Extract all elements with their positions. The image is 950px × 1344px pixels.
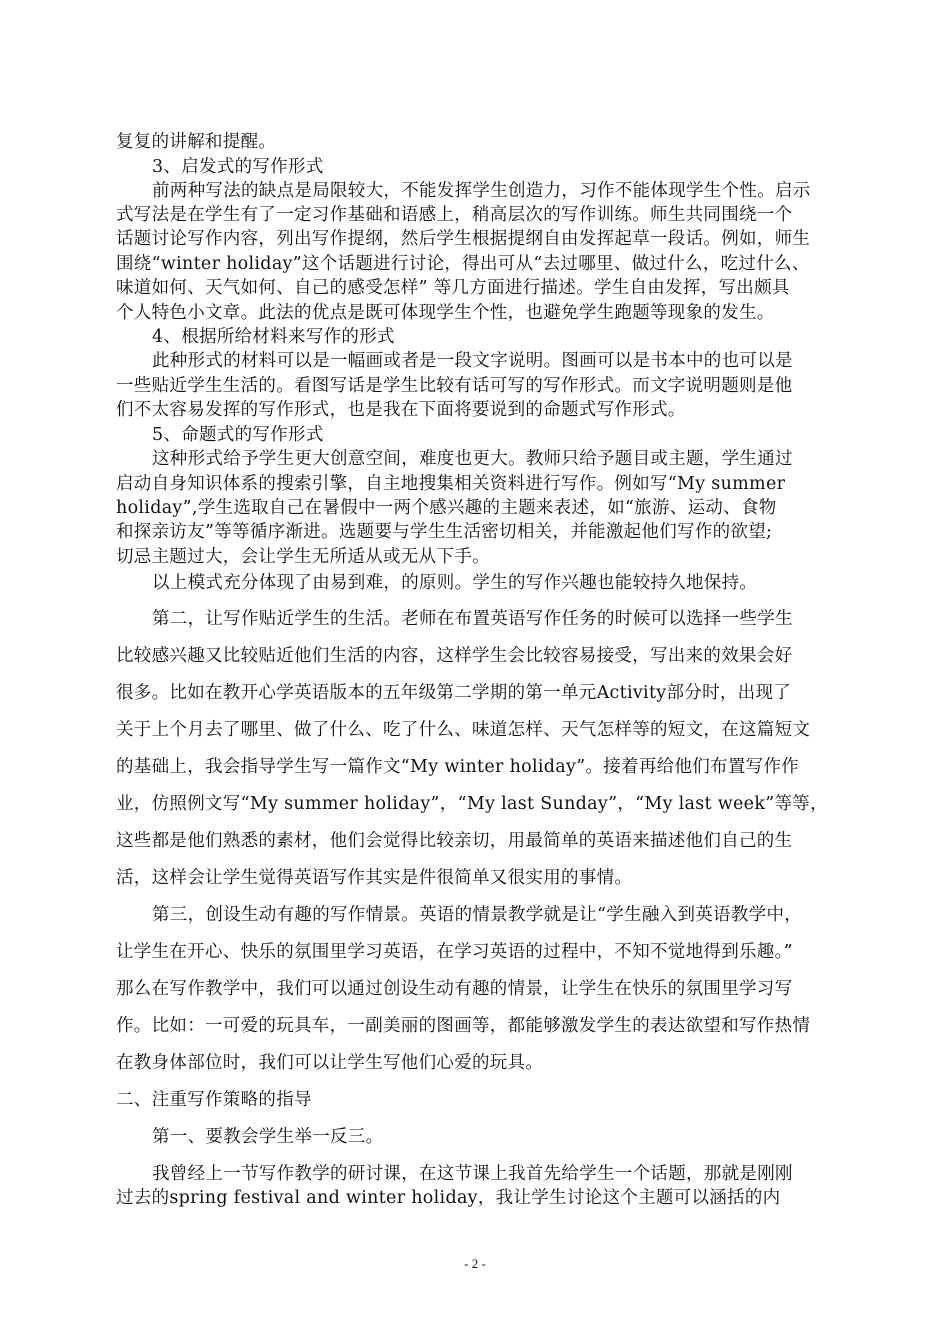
section-heading: 4、根据所给材料来写作的形式 [152, 327, 395, 347]
text-line: 味道如何、天气如何、自己的感受怎样” 等几方面进行描述。学生自由发挥，写出颇具 [116, 278, 790, 298]
text-line: 那么在写作教学中，我们可以通过创设生动有趣的情景，让学生在快乐的氛围里学习写 [116, 979, 793, 999]
section-heading: 5、命题式的写作形式 [152, 425, 324, 445]
text-line: 启动自身知识体系的搜索引擎，自主地搜集相关资料进行写作。例如写“My summer [116, 474, 786, 494]
text-line: 和探亲访友”等等循序渐进。选题要与学生生活密切相关，并能激起他们写作的欲望; [116, 522, 773, 542]
text-line: holiday”,学生选取自己在暑假中一两个感兴趣的主题来表述，如“旅游、运动、食物 [116, 498, 777, 518]
text-line: 活，这样会让学生觉得英语写作其实是件很简单又很实用的事情。 [116, 868, 633, 888]
text-line: 话题讨论写作内容，列出写作提纲，然后学生根据提纲自由发挥起草一段话。例如，师生 [116, 229, 811, 249]
section-heading: 3、启发式的写作形式 [152, 157, 324, 177]
text-line: 围绕“winter holiday”这个话题进行讨论，得出可从“去过哪里、做过什么，吃过什么、 [116, 254, 810, 274]
text-line: 很多。比如在教开心学英语版本的五年级第二学期的第一单元Activity部分时，出现了 [116, 683, 792, 703]
subsection-heading: 第一、要教会学生举一反三。 [152, 1127, 384, 1147]
text-line: 个人特色小文章。此法的优点是既可体现学生个性，也避免学生跑题等现象的发生。 [116, 303, 775, 323]
text-line: 关于上个月去了哪里、做了什么、吃了什么、味道怎样、天气怎样等的短文，在这篇短文 [116, 720, 811, 740]
text-line: 比较感兴趣又比较贴近他们生活的内容，这样学生会比较容易接受，写出来的效果会好 [116, 646, 793, 666]
text-line: 这些都是他们熟悉的素材，他们会觉得比较亲切，用最简单的英语来描述他们自己的生 [116, 831, 793, 851]
text-line: 过去的spring festival and winter holiday，我让学生讨论这个主题可以涵括的内 [116, 1188, 781, 1208]
text-line: 一些贴近学生生活的。看图写话是学生比较有话可写的写作形式。而文字说明题则是他 [116, 376, 793, 396]
text-line: 第二，让写作贴近学生的生活。老师在布置英语写作任务的时候可以选择一些学生 [152, 609, 793, 629]
text-line: 让学生在开心、快乐的氛围里学习英语，在学习英语的过程中，不知不觉地得到乐趣。” [116, 942, 793, 962]
text-line: 复复的讲解和提醒。 [116, 132, 277, 152]
text-line: 以上模式充分体现了由易到难，的原则。学生的写作兴趣也能较持久地保持。 [152, 573, 758, 593]
text-line: 前两种写法的缺点是局限较大，不能发挥学生创造力，习作不能体现学生个性。启示 [152, 181, 811, 201]
text-line: 此种形式的材料可以是一幅画或者是一段文字说明。图画可以是书本中的也可以是 [152, 351, 793, 371]
text-line: 这种形式给予学生更大创意空间，难度也更大。教师只给予题目或主题，学生通过 [152, 449, 793, 469]
text-line: 式写法是在学生有了一定习作基础和语感上，稍高层次的写作训练。师生共同围绕一个 [116, 205, 793, 225]
text-line: 我曾经上一节写作教学的研讨课，在这节课上我首先给学生一个话题，那就是刚刚 [152, 1164, 793, 1184]
text-line: 切忌主题过大，会让学生无所适从或无从下手。 [116, 547, 490, 567]
text-line: 第三，创设生动有趣的写作情景。英语的情景教学就是让“学生融入到英语教学中， [152, 905, 803, 925]
text-line: 们不太容易发挥的写作形式，也是我在下面将要说到的命题式写作形式。 [116, 400, 686, 420]
section-heading: 二、注重写作策略的指导 [116, 1090, 312, 1110]
text-line: 在教身体部位时，我们可以让学生写他们心爱的玩具。 [116, 1053, 544, 1073]
text-line: 的基础上，我会指导学生写一篇作文“My winter holiday”。接着再给他们布置写作作 [116, 757, 800, 777]
page-number: - 2 - [464, 1256, 486, 1271]
text-line: 业，仿照例文写“My summer holiday”，“My last Sunday”，“My last week”等等， [116, 794, 828, 814]
text-line: 作。比如：一可爱的玩具车，一副美丽的图画等，都能够激发学生的表达欲望和写作热情 [116, 1016, 811, 1036]
